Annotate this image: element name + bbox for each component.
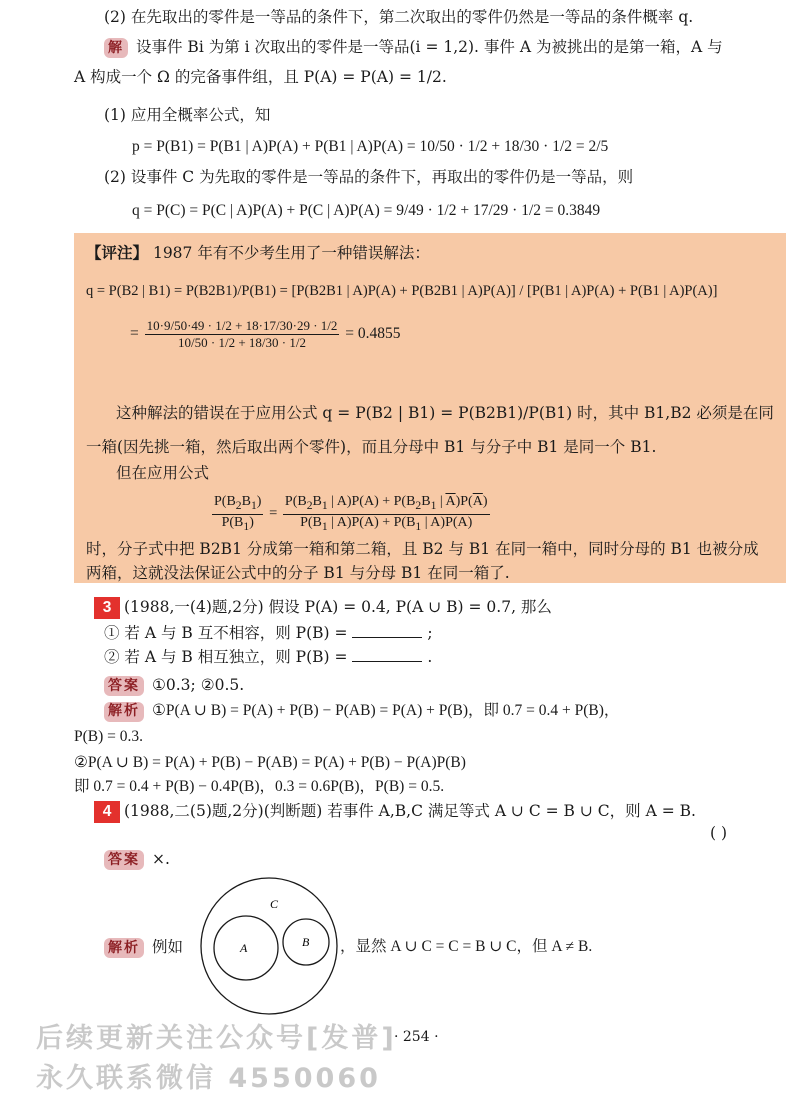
question-3-b-text: ② 若 A 与 B 相互独立，则 P(B) = <box>104 648 348 666</box>
watermark-line-1: 后续更新关注公众号[发普] <box>36 1023 397 1054</box>
question-number: 3 <box>94 597 120 619</box>
set-c-label: C <box>270 897 279 911</box>
question-3-a-text: ① 若 A 与 B 互不相容，则 P(B) = <box>104 624 348 642</box>
question-3-answer <box>104 674 244 696</box>
solution-line-2: A 构成一个 Ω 的完备事件组，且 P(A) = P(A) = 1/2. <box>74 68 447 86</box>
analysis-step-3: ②P(A ∪ B) = P(A) + P(B) − P(AB) = P(A) + P(B) − P(A)P(B) <box>74 754 466 771</box>
problem-part2: (2) 在先取出的零件是一等品的条件下，第二次取出的零件仍然是一等品的条件概率 q. <box>104 8 694 26</box>
answer-blank <box>352 623 422 638</box>
total-prob-heading: (1) 应用全概率公式，知 <box>104 106 271 124</box>
wrong-result: = 0.4855 <box>345 325 401 343</box>
commentary-p3: 但在应用公式 <box>116 464 210 482</box>
answer-badge: 答案 <box>104 676 144 696</box>
question-3-a: ① 若 A 与 B 互不相容，则 P(B) = ; <box>104 624 433 642</box>
commentary-p2: 一箱(因先挑一箱，然后取出两个零件)，而且分母中 B1 与分子中 B1 是同一个 B1. <box>86 438 657 456</box>
question-4 <box>94 800 696 823</box>
question-number: 4 <box>94 801 120 823</box>
question-3-stem: (1988,一(4)题,2分) 假设 P(A) = 0.4, P(A ∪ B) = 0.7, 那么 <box>124 598 552 616</box>
commentary-p1: 这种解法的错误在于应用公式 q = P(B2 | B1) = P(B2B1)/P(B1) 时，其中 B1,B2 必须是在同 <box>116 404 774 422</box>
part2-heading: (2) 设事件 C 为先取的零件是一等品的条件下，再取出的零件仍是一等品，则 <box>104 168 634 186</box>
question-3-b: ② 若 A 与 B 相互独立，则 P(B) = . <box>104 648 433 666</box>
question-4-analysis <box>104 936 183 958</box>
solution-badge: 解 <box>104 38 128 58</box>
solution-line <box>104 36 723 58</box>
analysis-step-2: P(B) = 0.3. <box>74 728 144 745</box>
equation-q: q = P(C) = P(C | A)P(A) + P(C | A)P(A) = 9/49 · 1/2 + 17/29 · 1/2 = 0.3849 <box>132 202 601 219</box>
example-label: 例如 <box>152 938 184 956</box>
page-number: · 254 · <box>394 1029 439 1045</box>
commentary-title: 【评注】 <box>86 243 149 262</box>
answer-blank <box>352 647 422 662</box>
venn-diagram <box>198 876 340 1016</box>
commentary-intro <box>86 242 430 264</box>
set-b-label: B <box>302 935 310 949</box>
wrong-equation-2: = $\frac{10\cdot 9/50\cdot 49 \cdot 1/2 + 18\cdot 17/30\cdot 29 \cdot 1/2}{10/50 \cdot 1/2 + 18/30 \cdot 1/2}$ = 0.4855 <box>130 318 401 350</box>
answer-badge: 答案 <box>104 850 144 870</box>
set-c-circle <box>201 878 337 1014</box>
solution-text: 设事件 Bi 为第 i 次取出的零件是一等品(i = 1,2). 事件 A 为被挑出的是第一箱，A 与 <box>136 38 723 56</box>
wrong-formula-repeat: $\frac{P(B_2B_1)}{P(B_1)}$ = $\frac{P(B_2B_1 | A)P(A) + P(B_2B_1 | \overline{A})P(\overline{A})}{P(B_1 | A)P(A) + P(B_1 | \overline{A})P(\overline{A})}$ <box>214 494 488 533</box>
question-4-stem: (1988,二(5)题,2分)(判断题) 若事件 A,B,C 满足等式 A ∪ C = B ∪ C，则 A = B. <box>124 802 696 820</box>
equation-p: p = P(B1) = P(B1 | A)P(A) + P(B1 | A)P(A) = 10/50 · 1/2 + 18/30 · 1/2 = 2/5 <box>132 138 609 155</box>
answer-text: ×. <box>152 850 170 868</box>
analysis-badge: 解析 <box>104 702 144 722</box>
set-a-label: A <box>240 941 248 955</box>
analysis-step-4: 即 0.7 = 0.4 + P(B) − 0.4P(B)，0.3 = 0.6P(B)，P(B) = 0.5. <box>74 778 445 795</box>
question-3 <box>94 596 552 619</box>
question-3-analysis <box>104 700 619 722</box>
analysis-step-1: ①P(A ∪ B) = P(A) + P(B) − P(AB) = P(A) + P(B)，即 0.7 = 0.4 + P(B)， <box>152 702 620 719</box>
wrong-equation-1: q = P(B2 | B1) = P(B2B1)/P(B1) = [P(B2B1 | A)P(A) + P(B2B1 | A)P(A)] / [P(B1 | A)P(A) + P(B1 | A)P(A)] <box>86 283 718 299</box>
question-4-answer <box>104 848 170 870</box>
answer-text: ①0.3; ②0.5. <box>152 676 245 694</box>
analysis-badge: 解析 <box>104 938 144 958</box>
big-fraction: $\frac{10\cdot 9/50\cdot 49 \cdot 1/2 + 18\cdot 17/30\cdot 29 \cdot 1/2}{10/50 \cdot 1/2 + 18/30 \cdot 1/2}$ <box>146 318 338 350</box>
venn-conclusion: ，显然 A ∪ C = C = B ∪ C，但 A ≠ B. <box>340 938 593 955</box>
judge-parentheses: ( ) <box>710 824 728 842</box>
watermark-line-2: 永久联系微信 4550060 <box>36 1063 381 1094</box>
commentary-p4: 时，分子式中把 B2B1 分成第一箱和第二箱，且 B2 与 B1 在同一箱中，同时分母的 B1 也被分成 <box>86 540 759 558</box>
commentary-intro-text: 1987 年有不少考生用了一种错误解法： <box>152 244 430 262</box>
commentary-p5: 两箱，这就没法保证公式中的分子 B1 与分母 B1 在同一箱了. <box>86 564 510 582</box>
